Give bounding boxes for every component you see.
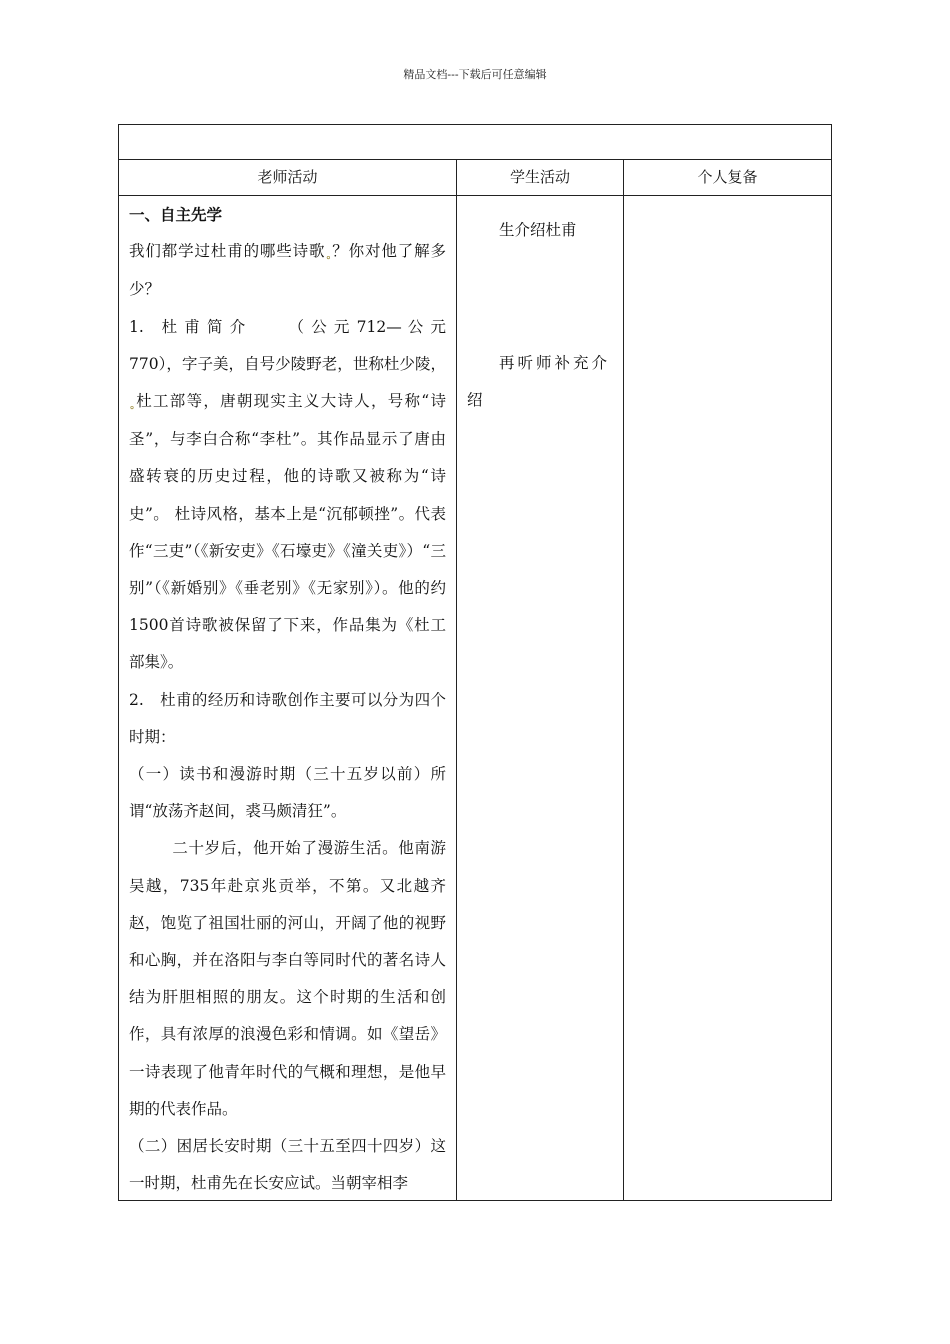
- paragraph-travel-life: 二十岁后，他开始了漫游生活。他南游吴越，735年赴京兆贡举，不第。又北越齐赵，饱览了祖国壮丽的河山，开阔了他的视野和心胸，并在洛阳与李白等同时代的著名诗人结为肝胆相照的朋友。这个时期的生活和创作，具有浓厚的浪漫色彩和情调。如《望岳》一诗表现了他青年时代的气概和理想，是他早期的代表作品。: [129, 839, 446, 1118]
- student-line-2: 再听师补充介: [499, 354, 611, 372]
- table-header-row: [119, 160, 831, 196]
- student-activity-cell: [457, 196, 623, 1200]
- header-personal-prep: 个人复备: [697, 168, 758, 186]
- section-title: 一、自主先学: [129, 205, 223, 224]
- teacher-activity-cell: [119, 196, 456, 1200]
- mark-dot: ˳: [325, 245, 332, 260]
- student-line-1: 生介绍杜甫: [499, 221, 577, 239]
- intro-question: [129, 233, 446, 308]
- header-student-activity: 学生活动: [509, 168, 570, 186]
- paragraph-period-one: （一）读书和漫游时期（三十五岁以前）所谓“放荡齐赵间，裘马颇清狂”。: [129, 765, 446, 821]
- lesson-table: [118, 124, 832, 1201]
- paragraph-du-fu-intro-a: 1. 杜 甫 简 介 （ 公 元 712— 公 元 770），字子美，自号少陵野老，世称杜少陵，: [129, 317, 446, 373]
- personal-prep-cell[interactable]: [624, 196, 831, 1200]
- table-title-row: [119, 125, 831, 160]
- paragraph-period-two: （二）困居长安时期（三十五至四十四岁）这一时期，杜甫先在长安应试。当朝宰相李: [129, 1137, 446, 1193]
- paragraph-du-fu-intro: [129, 309, 446, 682]
- paragraph-four-periods: 2. 杜甫的经历和诗歌创作主要可以分为四个时期：: [129, 690, 446, 746]
- student-line-3: 绍: [467, 391, 483, 409]
- header-teacher-activity: 老师活动: [257, 168, 318, 186]
- intro-question-part2: ？你对他了解多少？: [129, 242, 446, 299]
- paragraph-du-fu-intro-b: 杜工部等，唐朝现实主义大诗人，号称“诗圣”，与李白合称“李杜”。其作品显示了唐由盛转衰的历史过程，他的诗歌又被称为“诗史”。 杜诗风格，基本上是“沉郁顿挫”。代表作“三吏”（《新安吏》《石壕吏》《潼关吏》）“三别”（《新婚别》《垂老别》《无家别》）。他的约1500首诗歌被保留了下来，作品集为《杜工部集》。: [129, 392, 446, 672]
- intro-question-part1: 我们都学过杜甫的哪些诗歌: [129, 242, 326, 261]
- page-header: 精品文档---下载后可任意编辑: [403, 68, 547, 81]
- mark-dot: ˳: [129, 395, 135, 410]
